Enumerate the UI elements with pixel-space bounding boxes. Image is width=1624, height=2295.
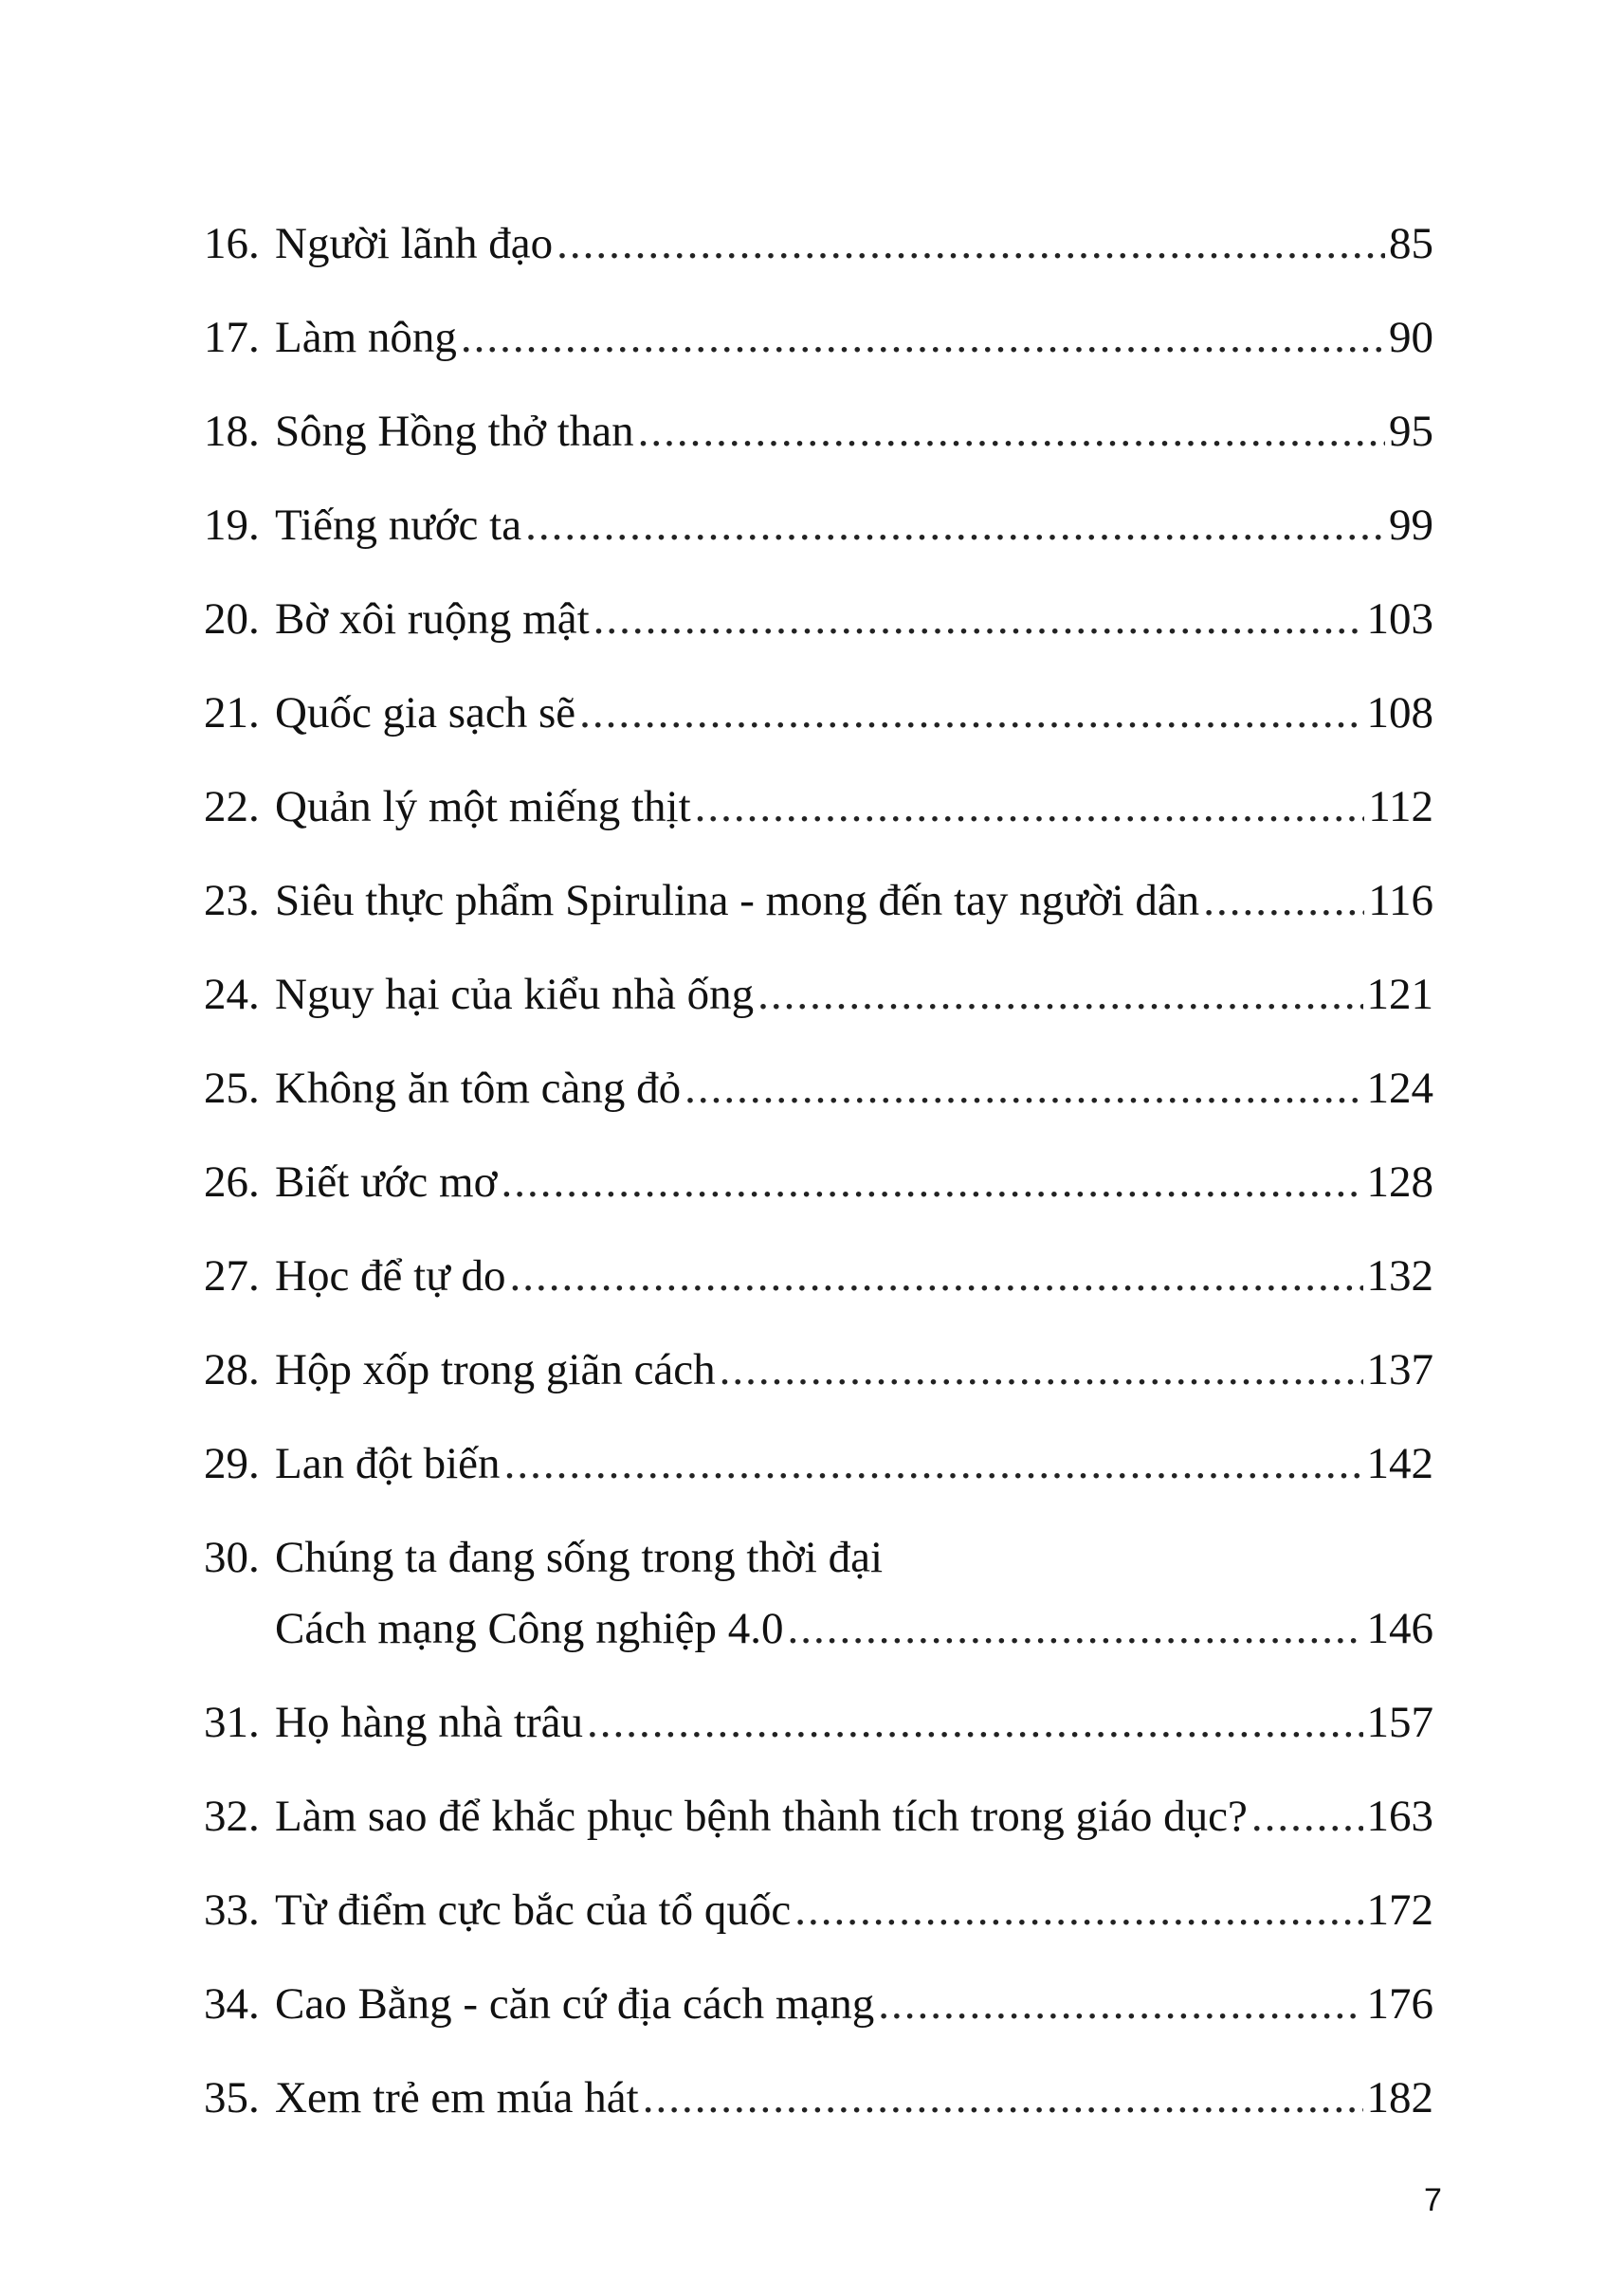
toc-entry-line xyxy=(204,1511,1433,1582)
entry-page: 108 xyxy=(1366,688,1433,738)
entry-page: 112 xyxy=(1368,782,1433,831)
entry-number: 32. xyxy=(204,1792,260,1841)
dot-leader xyxy=(878,1958,1362,2051)
entry-title: Cao Bằng - căn cứ địa cách mạng xyxy=(275,1979,875,2029)
entry-title: Chúng ta đang sống trong thời đại xyxy=(275,1533,884,1582)
dot-leader xyxy=(720,1323,1363,1417)
dot-leader xyxy=(501,1136,1362,1229)
toc-entry[interactable] xyxy=(204,948,1433,1042)
entry-title: Lan đột biến xyxy=(275,1439,501,1488)
entry-page: 157 xyxy=(1366,1698,1433,1747)
entry-number: 30. xyxy=(204,1533,260,1582)
dot-leader xyxy=(461,291,1385,385)
toc-entry[interactable] xyxy=(204,291,1433,385)
toc-entry[interactable] xyxy=(204,1864,1433,1958)
dot-leader xyxy=(525,479,1385,573)
entry-page: 103 xyxy=(1366,594,1433,644)
entry-number: 24. xyxy=(204,970,260,1019)
entry-number: 33. xyxy=(204,1885,260,1935)
dot-leader xyxy=(638,385,1385,479)
entry-page: 121 xyxy=(1366,970,1433,1019)
entry-page: 116 xyxy=(1368,876,1433,925)
toc-entry[interactable] xyxy=(204,1042,1433,1136)
dot-leader xyxy=(684,1042,1362,1136)
toc-entry[interactable] xyxy=(204,666,1433,760)
entry-page: 163 xyxy=(1366,1792,1433,1841)
entry-page: 172 xyxy=(1366,1885,1433,1935)
entry-number: 23. xyxy=(204,876,260,925)
dot-leader xyxy=(579,666,1362,760)
dot-leader xyxy=(788,1582,1363,1676)
toc-entry[interactable] xyxy=(204,479,1433,573)
entry-number: 28. xyxy=(204,1345,260,1394)
entry-title: Làm sao để khắc phục bệnh thành tích trong giáo dục? xyxy=(275,1792,1248,1841)
dot-leader xyxy=(587,1676,1363,1770)
toc-entry[interactable] xyxy=(204,1136,1433,1229)
entry-number: 22. xyxy=(204,782,260,831)
toc-entry[interactable] xyxy=(204,197,1433,291)
toc-entry[interactable] xyxy=(204,854,1433,948)
entry-title: Quốc gia sạch sẽ xyxy=(275,688,576,738)
entry-number: 19. xyxy=(204,501,260,550)
entry-page: 137 xyxy=(1366,1345,1433,1394)
toc-entry[interactable] xyxy=(204,760,1433,854)
entry-number: 35. xyxy=(204,2073,260,2122)
entry-page: 132 xyxy=(1366,1251,1433,1301)
toc-entry[interactable] xyxy=(204,1676,1433,1770)
toc-entry[interactable] xyxy=(204,1323,1433,1417)
entry-page: 146 xyxy=(1366,1604,1433,1653)
entry-title: Biết ước mơ xyxy=(275,1157,498,1207)
entry-title: Bờ xôi ruộng mật xyxy=(275,594,590,644)
dot-leader xyxy=(757,948,1362,1042)
entry-page: 142 xyxy=(1366,1439,1433,1488)
toc-entry[interactable] xyxy=(204,1958,1433,2051)
dot-leader xyxy=(593,573,1363,666)
dot-leader xyxy=(1251,1770,1363,1864)
toc-entry[interactable] xyxy=(204,1511,1433,1676)
toc-entry[interactable] xyxy=(204,1770,1433,1864)
entry-number: 31. xyxy=(204,1698,260,1747)
entry-number: 21. xyxy=(204,688,260,738)
entry-page: 95 xyxy=(1389,407,1433,456)
entry-number: 25. xyxy=(204,1064,260,1113)
entry-title: Hộp xốp trong giãn cách xyxy=(275,1345,716,1394)
table-of-contents xyxy=(204,197,1433,2145)
entry-title: Họ hàng nhà trâu xyxy=(275,1698,583,1747)
entry-number: 27. xyxy=(204,1251,260,1301)
entry-page: 128 xyxy=(1366,1157,1433,1207)
entry-page: 182 xyxy=(1366,2073,1433,2122)
entry-number: 26. xyxy=(204,1157,260,1207)
dot-leader xyxy=(695,760,1365,854)
entry-title: Siêu thực phẩm Spirulina - mong đến tay người dân xyxy=(275,876,1200,925)
dot-leader xyxy=(643,2051,1363,2145)
page-number: 7 xyxy=(1424,2182,1442,2218)
entry-title-continued: Cách mạng Công nghiệp 4.0 xyxy=(275,1604,784,1653)
toc-entry-line xyxy=(204,1582,1433,1676)
dot-leader xyxy=(504,1417,1363,1511)
toc-entry[interactable] xyxy=(204,1229,1433,1323)
entry-number: 20. xyxy=(204,594,260,644)
toc-entry[interactable] xyxy=(204,573,1433,666)
entry-title: Tiếng nước ta xyxy=(275,501,522,550)
entry-page: 90 xyxy=(1389,313,1433,362)
entry-title: Nguy hại của kiểu nhà ống xyxy=(275,970,755,1019)
dot-leader xyxy=(1203,854,1364,948)
entry-page: 99 xyxy=(1389,501,1433,550)
toc-entry[interactable] xyxy=(204,385,1433,479)
dot-leader xyxy=(509,1229,1362,1323)
entry-number: 18. xyxy=(204,407,260,456)
dot-leader xyxy=(794,1864,1362,1958)
entry-title: Quản lý một miếng thịt xyxy=(275,782,691,831)
entry-title: Từ điểm cực bắc của tổ quốc xyxy=(275,1885,792,1935)
entry-title: Làm nông xyxy=(275,313,457,362)
entry-number: 16. xyxy=(204,219,260,268)
entry-title: Người lãnh đạo xyxy=(275,219,554,268)
entry-page: 176 xyxy=(1366,1979,1433,2029)
entry-page: 124 xyxy=(1366,1064,1433,1113)
entry-number: 34. xyxy=(204,1979,260,2029)
toc-entry[interactable] xyxy=(204,2051,1433,2145)
entry-title: Không ăn tôm càng đỏ xyxy=(275,1064,682,1113)
entry-title: Sông Hồng thở than xyxy=(275,407,634,456)
entry-page: 85 xyxy=(1389,219,1433,268)
entry-number: 17. xyxy=(204,313,260,362)
dot-leader xyxy=(557,197,1385,291)
entry-number: 29. xyxy=(204,1439,260,1488)
entry-title: Học để tự do xyxy=(275,1251,506,1301)
entry-title: Xem trẻ em múa hát xyxy=(275,2073,639,2122)
toc-entry[interactable] xyxy=(204,1417,1433,1511)
